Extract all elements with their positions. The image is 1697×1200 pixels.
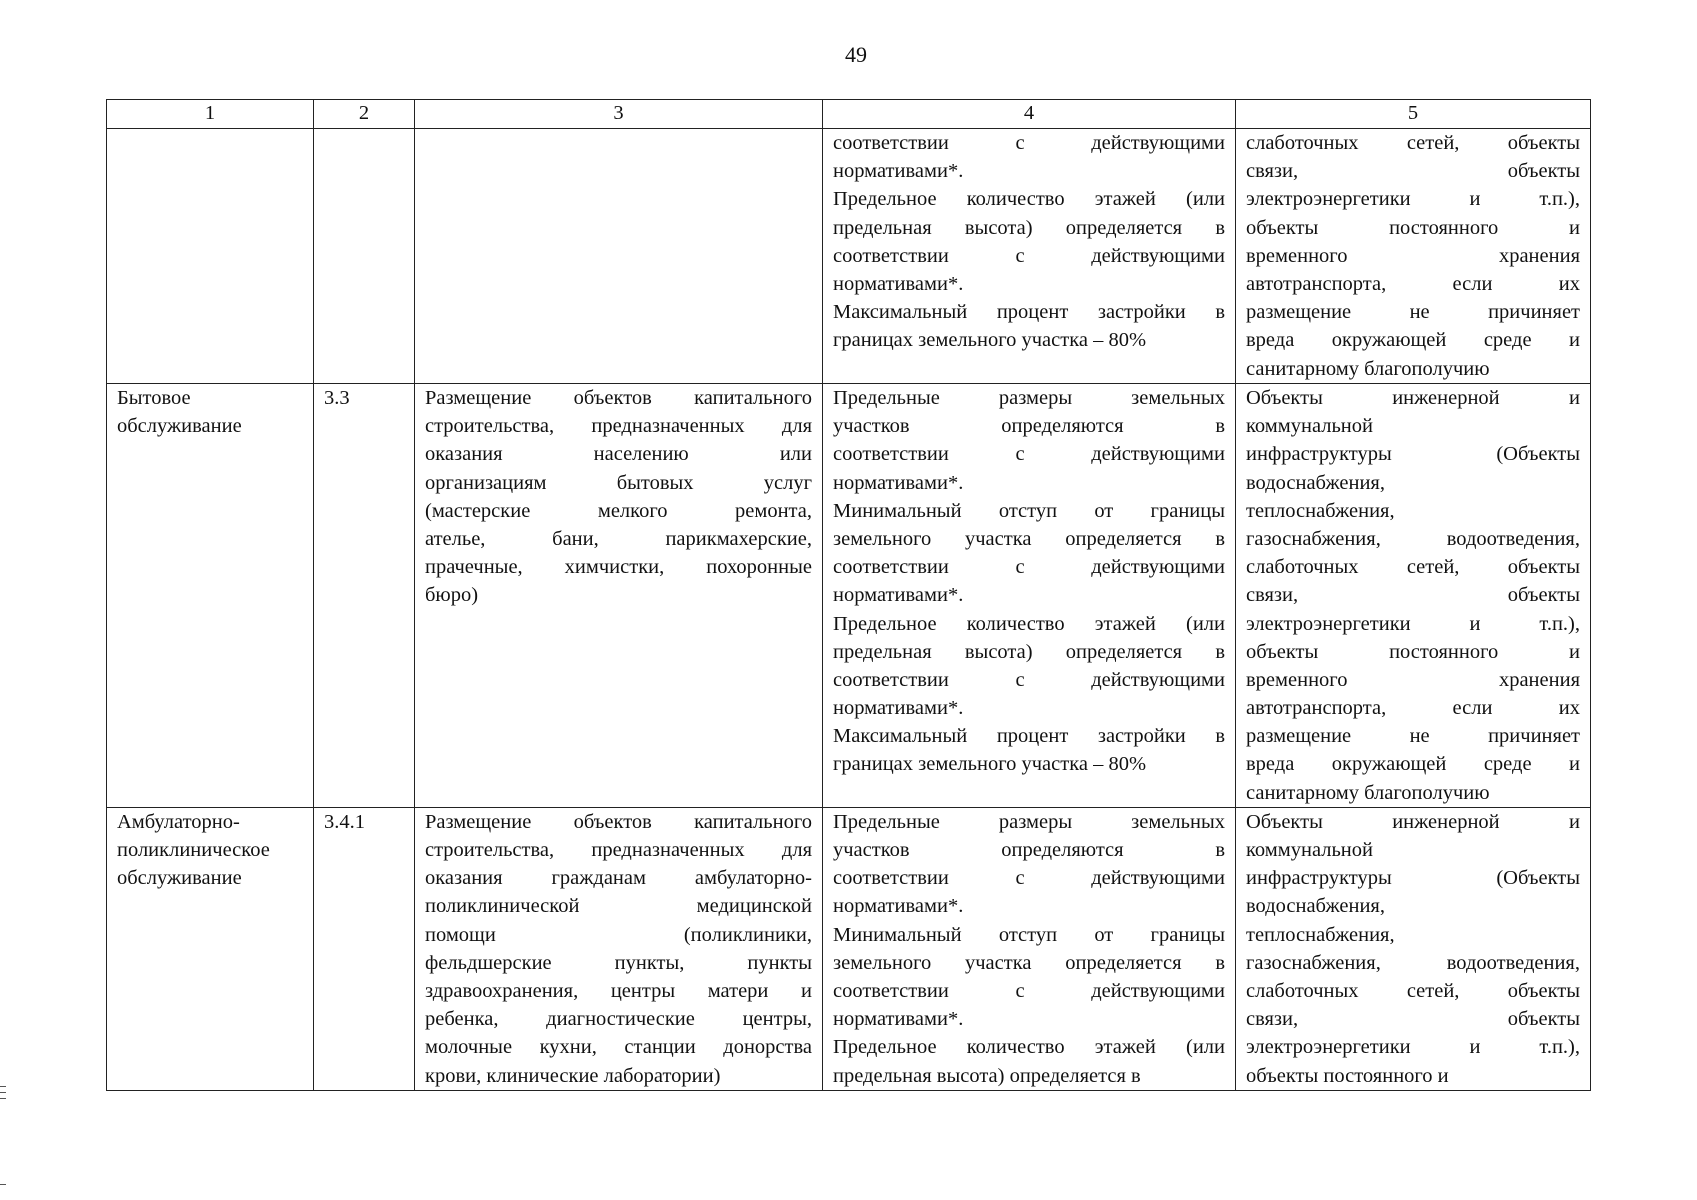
text-line: земельного участка определяется в bbox=[833, 527, 1225, 550]
header-cell-1: 1 bbox=[107, 100, 314, 129]
text-line: Предельные размеры земельных bbox=[833, 810, 1225, 833]
text-line: нормативами*. bbox=[833, 160, 964, 183]
text-line: Минимальный отступ от границы bbox=[833, 499, 1225, 522]
cell-parameters bbox=[823, 807, 1236, 1090]
text-line: соответствии с действующими bbox=[833, 443, 1225, 466]
text-line: поликлинической медицинской bbox=[425, 895, 812, 918]
cell-description bbox=[415, 384, 823, 808]
text-line: нормативами*. bbox=[833, 1008, 964, 1031]
text-line: Бытовое bbox=[117, 387, 191, 409]
text-line: водоснабжения, bbox=[1246, 895, 1385, 918]
text-line: участков определяются в bbox=[833, 839, 1225, 861]
text-line: организациям бытовых услуг bbox=[425, 471, 812, 494]
text-line: поликлиническое bbox=[117, 839, 270, 862]
text-line: автотранспорта, если их bbox=[1246, 272, 1580, 295]
text-line: электроэнергетики и т.п.), bbox=[1246, 188, 1580, 211]
text-line: земельного участка определяется в bbox=[833, 951, 1225, 974]
text-line: Максимальный процент застройки в bbox=[833, 725, 1225, 748]
text-line: нормативами*. bbox=[833, 697, 964, 720]
text-line: теплоснабжения, bbox=[1246, 923, 1395, 946]
text-line: автотранспорта, если их bbox=[1246, 697, 1580, 720]
scan-margin-mark bbox=[0, 1184, 6, 1185]
text-line: бюро) bbox=[425, 584, 479, 607]
text-line: предельная высота) определяется в bbox=[833, 1064, 1141, 1087]
text-line: соответствии с действующими bbox=[833, 556, 1225, 579]
text-line: вреда окружающей среде и bbox=[1246, 329, 1580, 352]
cell-parameters bbox=[823, 384, 1236, 808]
text-line: границах земельного участка – 80% bbox=[833, 329, 1147, 352]
scan-margin-mark bbox=[0, 1098, 6, 1099]
cell-use-type bbox=[107, 807, 314, 1090]
text-line: предельная высота) определяется в bbox=[833, 640, 1225, 663]
text-line: Минимальный отступ от границы bbox=[833, 923, 1225, 946]
text-line: размещение не причиняет bbox=[1246, 725, 1580, 748]
text-line: связи, объекты bbox=[1246, 584, 1580, 607]
text-line: границах земельного участка – 80% bbox=[833, 753, 1147, 776]
header-cell-5: 5 bbox=[1236, 100, 1591, 129]
text-line: предельная высота) определяется в bbox=[833, 216, 1225, 239]
text-line: слаботочных сетей, объекты bbox=[1246, 556, 1580, 579]
header-row bbox=[107, 100, 1591, 129]
text-line: (мастерские мелкого ремонта, bbox=[425, 499, 812, 522]
text-line: санитарному благополучию bbox=[1246, 781, 1490, 804]
text-line: вреда окружающей среде и bbox=[1246, 753, 1580, 776]
regulations-table bbox=[106, 99, 1591, 1091]
text-line: соответствии с действующими bbox=[833, 244, 1225, 267]
text-line: объекты постоянного и bbox=[1246, 216, 1580, 239]
text-line: электроэнергетики и т.п.), bbox=[1246, 1036, 1580, 1059]
scan-margin-mark bbox=[0, 1092, 6, 1093]
cell-code bbox=[314, 129, 415, 384]
text-line: соответствии с действующими bbox=[833, 867, 1225, 890]
text-line: нормативами*. bbox=[833, 471, 964, 494]
cell-code: 3.4.1 bbox=[314, 807, 415, 1090]
text-line: коммунальной bbox=[1246, 415, 1373, 438]
header-cell-3: 3 bbox=[415, 100, 823, 129]
text-line: объекты постоянного и bbox=[1246, 1064, 1449, 1087]
table-row bbox=[107, 129, 1591, 384]
text-line: нормативами*. bbox=[833, 584, 964, 607]
cell-description bbox=[415, 129, 823, 384]
table-row bbox=[107, 807, 1591, 1090]
page-number: 49 bbox=[845, 42, 867, 67]
text-line: размещение не причиняет bbox=[1246, 301, 1580, 324]
text-line: слаботочных сетей, объекты bbox=[1246, 979, 1580, 1002]
text-line: Предельные размеры земельных bbox=[833, 387, 1225, 409]
text-line: слаботочных сетей, объекты bbox=[1246, 132, 1580, 154]
text-line: Размещение объектов капитального bbox=[425, 387, 812, 409]
text-line: газоснабжения, водоотведения, bbox=[1246, 951, 1580, 974]
text-line: строительства, предназначенных для bbox=[425, 415, 812, 438]
text-line: временного хранения bbox=[1246, 668, 1580, 691]
cell-description bbox=[415, 807, 823, 1090]
text-line: Амбулаторно- bbox=[117, 810, 240, 833]
text-line: ребенка, диагностические центры, bbox=[425, 1008, 812, 1031]
cell-auxiliary-uses bbox=[1236, 129, 1591, 384]
text-line: теплоснабжения, bbox=[1246, 499, 1395, 522]
text-line: Предельное количество этажей (или bbox=[833, 188, 1225, 211]
text-line: Объекты инженерной и bbox=[1246, 810, 1580, 833]
text-line: газоснабжения, водоотведения, bbox=[1246, 527, 1580, 550]
text-line: объекты постоянного и bbox=[1246, 640, 1580, 663]
header-cell-2: 2 bbox=[314, 100, 415, 129]
cell-use-type bbox=[107, 129, 314, 384]
text-line: Предельное количество этажей (или bbox=[833, 612, 1225, 635]
header-cell-4: 4 bbox=[823, 100, 1236, 129]
cell-auxiliary-uses bbox=[1236, 384, 1591, 808]
text-line: Объекты инженерной и bbox=[1246, 387, 1580, 409]
text-line: нормативами*. bbox=[833, 895, 964, 918]
text-line: строительства, предназначенных для bbox=[425, 839, 812, 861]
text-line: обслуживание bbox=[117, 415, 242, 438]
text-line: прачечные, химчистки, похоронные bbox=[425, 556, 812, 579]
text-line: крови, клинические лаборатории) bbox=[425, 1064, 721, 1087]
text-line: коммунальной bbox=[1246, 839, 1373, 861]
text-line: соответствии с действующими bbox=[833, 132, 1225, 154]
text-line: водоснабжения, bbox=[1246, 471, 1385, 494]
text-line: Размещение объектов капитального bbox=[425, 810, 812, 833]
text-line: связи, объекты bbox=[1246, 160, 1580, 183]
text-line: здравоохранения, центры матери и bbox=[425, 979, 812, 1002]
table-row bbox=[107, 384, 1591, 808]
text-line: Максимальный процент застройки в bbox=[833, 301, 1225, 324]
text-line: оказания населению или bbox=[425, 443, 812, 466]
scan-margin-mark bbox=[0, 1086, 6, 1087]
text-line: Предельное количество этажей (или bbox=[833, 1036, 1225, 1059]
text-line: ателье, бани, парикмахерские, bbox=[425, 527, 812, 550]
text-line: молочные кухни, станции донорства bbox=[425, 1036, 812, 1059]
text-line: инфраструктуры (Объекты bbox=[1246, 443, 1580, 466]
text-line: фельдшерские пункты, пункты bbox=[425, 951, 812, 974]
text-line: оказания гражданам амбулаторно- bbox=[425, 867, 812, 890]
text-line: участков определяются в bbox=[833, 415, 1225, 438]
cell-use-type bbox=[107, 384, 314, 808]
text-line: санитарному благополучию bbox=[1246, 357, 1490, 380]
cell-parameters bbox=[823, 129, 1236, 384]
text-line: соответствии с действующими bbox=[833, 668, 1225, 691]
text-line: соответствии с действующими bbox=[833, 979, 1225, 1002]
cell-code: 3.3 bbox=[314, 384, 415, 808]
text-line: нормативами*. bbox=[833, 272, 964, 295]
text-line: обслуживание bbox=[117, 867, 242, 890]
text-line: электроэнергетики и т.п.), bbox=[1246, 612, 1580, 635]
text-line: инфраструктуры (Объекты bbox=[1246, 867, 1580, 890]
text-line: временного хранения bbox=[1246, 244, 1580, 267]
cell-auxiliary-uses bbox=[1236, 807, 1591, 1090]
text-line: связи, объекты bbox=[1246, 1008, 1580, 1031]
text-line: помощи (поликлиники, bbox=[425, 923, 812, 946]
